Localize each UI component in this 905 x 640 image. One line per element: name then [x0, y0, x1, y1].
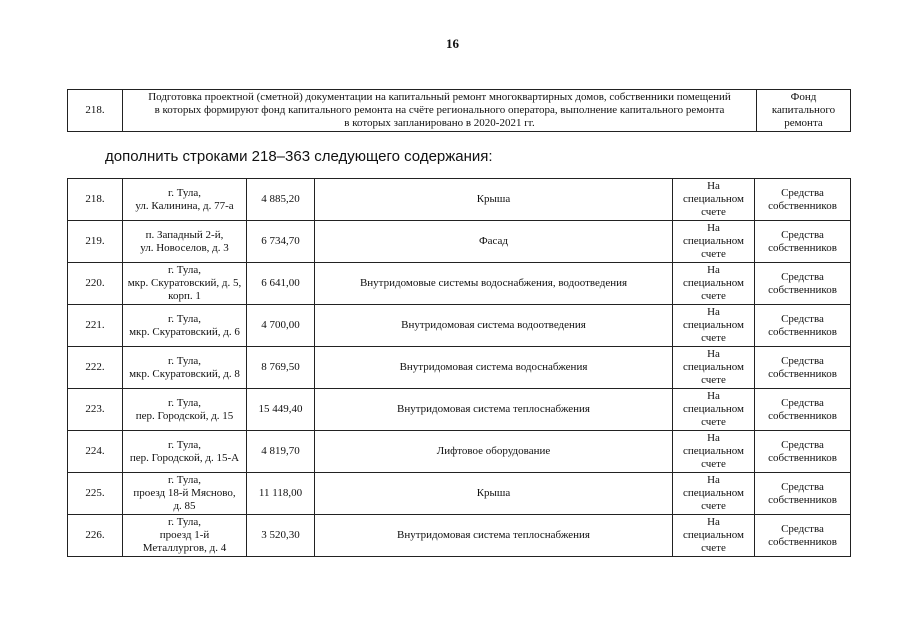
row-account-type: На специальном счете	[673, 179, 755, 221]
row-account-type: На специальном счете	[673, 473, 755, 515]
row-work-type: Фасад	[315, 221, 673, 263]
row-number: 221.	[68, 305, 123, 347]
table-row	[68, 179, 851, 221]
row-account-type: На специальном счете	[673, 347, 755, 389]
intro-text: дополнить строками 218–363 следующего содержания:	[105, 148, 493, 165]
row-work-type: Крыша	[315, 179, 673, 221]
table-row	[68, 305, 851, 347]
row-funding-source: Средства собственников	[755, 263, 851, 305]
row-description: Подготовка проектной (сметной) документации на капитальный ремонт многоквартирных домов, собственники помещений в которых формируют фонд капитального ремонта на счёте регионального оператора, выполнение капитального ремонта в которых запланировано в 2020-2021 гг.	[123, 90, 757, 132]
row-amount: 8 769,50	[247, 347, 315, 389]
table-row	[68, 221, 851, 263]
row-funding-source: Средства собственников	[755, 305, 851, 347]
row-work-type: Внутридомовая система водоотведения	[315, 305, 673, 347]
row-amount: 6 641,00	[247, 263, 315, 305]
row-funding-source: Фонд капитального ремонта	[757, 90, 851, 132]
row-funding-source: Средства собственников	[755, 473, 851, 515]
row-work-type: Внутридомовая система теплоснабжения	[315, 389, 673, 431]
row-amount: 15 449,40	[247, 389, 315, 431]
row-number: 226.	[68, 515, 123, 557]
row-account-type: На специальном счете	[673, 305, 755, 347]
row-funding-source: Средства собственников	[755, 347, 851, 389]
row-funding-source: Средства собственников	[755, 389, 851, 431]
table-row	[68, 263, 851, 305]
table-row	[68, 90, 851, 132]
row-account-type: На специальном счете	[673, 263, 755, 305]
row-address: п. Западный 2-й, ул. Новоселов, д. 3	[123, 221, 247, 263]
row-amount: 6 734,70	[247, 221, 315, 263]
row-amount: 11 118,00	[247, 473, 315, 515]
page-number: 16	[446, 36, 459, 51]
row-amount: 3 520,30	[247, 515, 315, 557]
row-funding-source: Средства собственников	[755, 431, 851, 473]
row-work-type: Лифтовое оборудование	[315, 431, 673, 473]
table-row	[68, 431, 851, 473]
header-table	[67, 89, 851, 132]
row-number: 222.	[68, 347, 123, 389]
row-number: 218.	[68, 179, 123, 221]
row-address: г. Тула, мкр. Скуратовский, д. 8	[123, 347, 247, 389]
row-number: 218.	[68, 90, 123, 132]
works-table	[67, 178, 851, 557]
row-work-type: Внутридомовая система теплоснабжения	[315, 515, 673, 557]
row-address: г. Тула, мкр. Скуратовский, д. 6	[123, 305, 247, 347]
table-row	[68, 473, 851, 515]
row-number: 220.	[68, 263, 123, 305]
row-funding-source: Средства собственников	[755, 179, 851, 221]
row-account-type: На специальном счете	[673, 389, 755, 431]
row-amount: 4 819,70	[247, 431, 315, 473]
row-address: г. Тула, проезд 18-й Мясново, д. 85	[123, 473, 247, 515]
row-account-type: На специальном счете	[673, 515, 755, 557]
row-address: г. Тула, мкр. Скуратовский, д. 5, корп. 1	[123, 263, 247, 305]
row-funding-source: Средства собственников	[755, 221, 851, 263]
row-work-type: Внутридомовая система водоснабжения	[315, 347, 673, 389]
row-amount: 4 885,20	[247, 179, 315, 221]
row-number: 224.	[68, 431, 123, 473]
row-number: 223.	[68, 389, 123, 431]
row-address: г. Тула, проезд 1-й Металлургов, д. 4	[123, 515, 247, 557]
table-row	[68, 347, 851, 389]
row-work-type: Крыша	[315, 473, 673, 515]
row-account-type: На специальном счете	[673, 431, 755, 473]
row-work-type: Внутридомовые системы водоснабжения, водоотведения	[315, 263, 673, 305]
row-address: г. Тула, пер. Городской, д. 15	[123, 389, 247, 431]
row-number: 219.	[68, 221, 123, 263]
table-row	[68, 515, 851, 557]
row-address: г. Тула, пер. Городской, д. 15-А	[123, 431, 247, 473]
row-number: 225.	[68, 473, 123, 515]
row-address: г. Тула, ул. Калинина, д. 77-а	[123, 179, 247, 221]
row-amount: 4 700,00	[247, 305, 315, 347]
table-row	[68, 389, 851, 431]
row-account-type: На специальном счете	[673, 221, 755, 263]
row-funding-source: Средства собственников	[755, 515, 851, 557]
